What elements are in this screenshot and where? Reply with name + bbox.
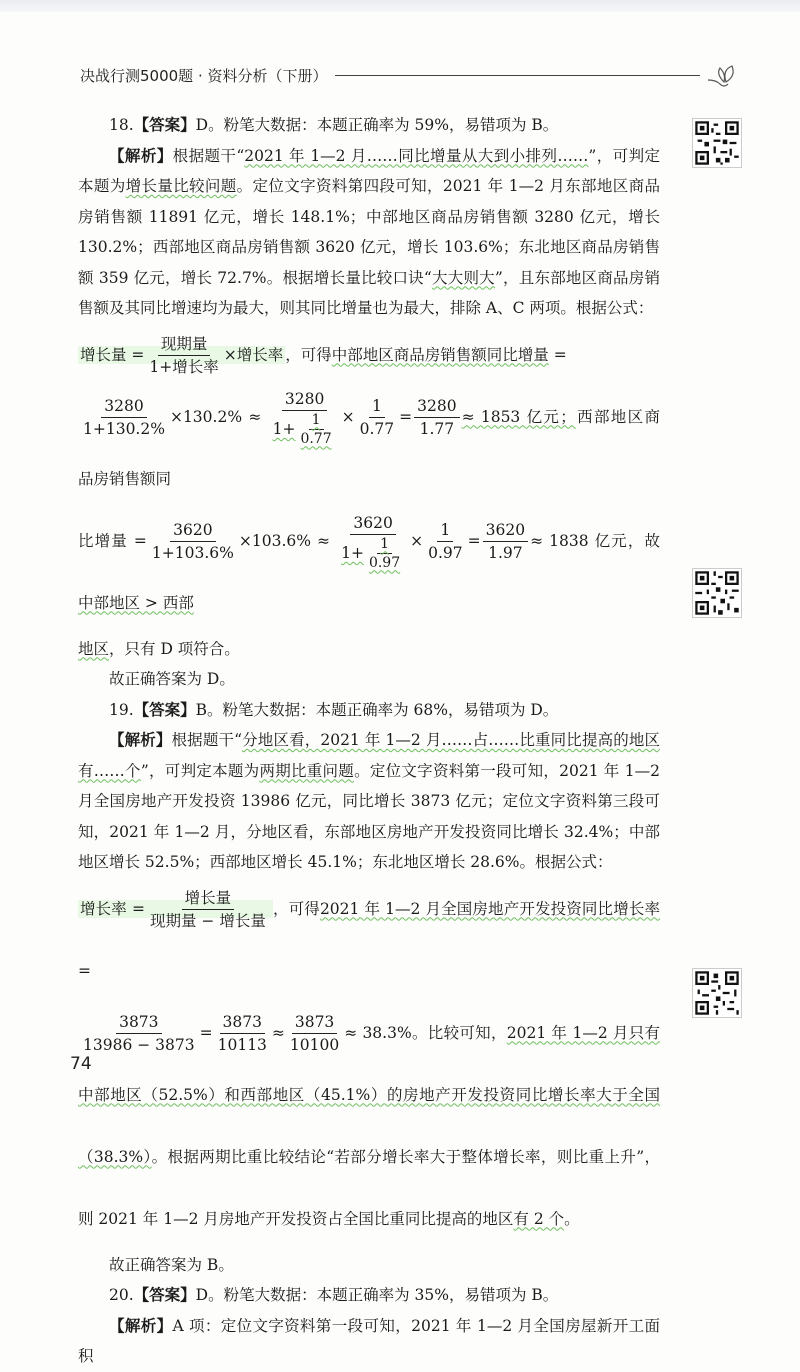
denominator: 1.77	[419, 420, 455, 438]
underlined-text: 中部地区 > 西部	[78, 593, 194, 612]
fraction	[483, 519, 528, 564]
numerator: 3620	[170, 519, 215, 542]
leaf-icon	[706, 62, 740, 88]
q18-analysis	[78, 141, 660, 324]
book-title: 决战行测5000题 · 资料分析（下册）	[80, 66, 328, 85]
text-run: ≈	[271, 1023, 285, 1042]
text-run: ×130.2% ≈	[169, 407, 262, 426]
fraction	[287, 1011, 342, 1056]
q19-answer-line	[78, 695, 660, 726]
denominator	[270, 411, 340, 448]
qr-pattern	[693, 969, 741, 1017]
q18-calc-line-2	[78, 510, 660, 634]
text-run: ≈ 38.3%。比较可知，	[344, 1023, 507, 1042]
fraction	[425, 519, 466, 564]
denominator: 13986 − 3873	[83, 1036, 195, 1054]
underlined-text: ≈ 1853 亿元；	[461, 407, 576, 426]
highlighted-formula	[78, 889, 273, 930]
fraction	[80, 395, 168, 440]
fraction	[270, 388, 340, 448]
numerator: 1	[437, 519, 453, 542]
numerator: 1	[369, 395, 385, 418]
qr-code-icon[interactable]	[692, 118, 742, 168]
denominator: 0.77	[300, 430, 332, 447]
question-number: 18.	[109, 116, 134, 134]
denominator: 0.77	[359, 420, 395, 438]
answer-tag: 【答案】	[133, 115, 196, 134]
denominator: 10113	[217, 1036, 267, 1054]
qr-pattern	[693, 119, 741, 167]
text-run: ×	[341, 407, 355, 426]
denominator: 0.97	[428, 544, 463, 562]
fraction	[357, 395, 398, 440]
answer-tag: 【答案】	[133, 1285, 196, 1304]
underlined-text: 大大则大	[431, 268, 495, 287]
q18-formula-line	[78, 324, 660, 386]
q18-calc-line-3	[78, 634, 660, 665]
text-run: ”，可判定本题为	[140, 761, 260, 780]
page-number: 74	[70, 1054, 92, 1074]
fraction	[149, 519, 237, 564]
answer-text: D。粉笔大数据：本题正确率为 59%，易错项为 B。	[195, 116, 559, 134]
answer-text: D。粉笔大数据：本题正确率为 35%，易错项为 B。	[195, 1286, 559, 1304]
q20-answer-line	[78, 1280, 660, 1311]
q18-conclusion: 故正确答案为 D。	[109, 670, 235, 688]
formula-lhs: 增长率 =	[80, 899, 145, 918]
qr-pattern	[693, 569, 741, 617]
numerator: 3280	[414, 395, 459, 418]
text-run: =	[78, 961, 91, 980]
denominator: 1+130.2%	[83, 420, 165, 438]
q20-analysis	[78, 1311, 660, 1372]
formula-lhs: 增长量 =	[80, 345, 145, 364]
text-run: ≈ 1838 亿元，故	[530, 531, 660, 550]
header-rule	[335, 75, 700, 76]
text-run: =	[467, 531, 481, 550]
analysis-tag: 【解析】	[109, 730, 172, 749]
denominator: 现期量 − 增长量	[150, 912, 266, 930]
denominator: 10100	[289, 1036, 340, 1054]
answer-tag: 【答案】	[133, 699, 196, 719]
analysis-tag: 【解析】	[109, 1315, 173, 1335]
numerator: 3873	[116, 1011, 161, 1034]
text-run: 。	[564, 1209, 580, 1228]
q19-formula-line	[78, 878, 660, 1002]
q18-answer-line	[78, 110, 660, 141]
top-edge	[0, 0, 800, 12]
text-run: 。根据两期比重比较结论“若部分增长率大于整体增长率，则比重上升”，则 2021 年 1—2 月房地产开发投资占全国比重同比提高的地区	[78, 1147, 660, 1228]
numerator: 1	[309, 411, 324, 430]
qr-code-icon[interactable]	[692, 568, 742, 618]
text-run: ×103.6% ≈	[238, 531, 331, 550]
fraction	[414, 395, 459, 440]
text-run: 比增量 =	[78, 531, 147, 550]
q19-analysis	[78, 725, 660, 878]
fraction	[297, 411, 334, 448]
text-run: ，可得	[285, 345, 332, 364]
answer-text: B。粉笔大数据：本题正确率为 68%，易错项为 D。	[195, 700, 559, 719]
text-run: 根据题干“	[172, 146, 245, 165]
text-run: 根据题干“	[171, 731, 243, 749]
text-run: 。定位文字资料第一段可知，2021 年 1—2 月全国房地产开发投资 13986 亿元，同比增长 3873 亿元；定位文字资料第三段可知，2021 年 1—2 月，分地区看，东部地区房地产开发投资同比增长 32.4%；中部地区增长 52.5%；西部地区增长 45.1%；东北地区增长 28.6%。根据公式：	[78, 761, 660, 871]
analysis-tag: 【解析】	[109, 145, 173, 165]
numerator: 3280	[101, 395, 146, 418]
q18-calc-line-1	[78, 386, 660, 510]
fraction	[215, 1011, 270, 1056]
underlined-text: 地区	[78, 639, 110, 658]
numerator: 3873	[292, 1011, 337, 1034]
denominator: 0.97	[368, 554, 401, 571]
text-run: =	[399, 407, 413, 426]
text-run: =	[199, 1023, 213, 1042]
text-run: 西部地区商品房销售额同	[78, 407, 660, 488]
text-run: 1+	[341, 544, 364, 562]
q19-calc-line-1	[78, 1002, 660, 1250]
text-run: ”，可判定本题为	[78, 146, 660, 195]
underlined-text: 中部地区商品房销售额同比增量	[331, 345, 549, 364]
question-number: 19.	[109, 700, 134, 719]
text-run: ×	[410, 531, 424, 550]
underlined-text: 两期比重问题	[259, 761, 355, 780]
numerator: 1	[377, 535, 392, 554]
text-run: 。定位文字资料第四段可知，2021 年 1—2 月东部地区商品房销售额 11891 亿元，增长 148.1%；中部地区商品房销售额 3280 亿元，增长 130.2%；西部地区商品房销售额 3620 亿元，增长 103.6%；东北地区商品房销售额 359 亿元，增长 72.7%。根据增长量比较口诀“	[78, 177, 660, 287]
question-number: 20.	[109, 1286, 134, 1304]
highlighted-formula	[78, 335, 285, 376]
numerator: 现期量	[158, 333, 211, 356]
formula-rhs: ×增长率	[223, 345, 284, 364]
underlined-text: 2021 年 1—2 月全国房地产开发投资同比增长率	[319, 899, 660, 918]
underlined-text: 增长量比较问题	[125, 177, 237, 195]
text-run: ，只有 D 项符合。	[109, 639, 240, 658]
text-run: ”，且东部地区商品房销售额及其同比增速均为最大，则其同比增量也为最大，排除 A、C 两项。根据公式：	[78, 268, 660, 317]
denominator: 1+增长率	[149, 358, 219, 376]
numerator: 3620	[483, 519, 528, 542]
qr-code-icon[interactable]	[692, 968, 742, 1018]
underlined-text: 分地区看，2021 年 1—2 月……占……比重同比提高的地区有……个	[78, 731, 660, 780]
fraction	[147, 887, 269, 932]
numerator: 3280	[282, 388, 327, 411]
numerator: 3873	[220, 1011, 265, 1034]
text-run: A 项：定位文字资料第一段可知，2021 年 1—2 月全国房屋新开工面积	[78, 1316, 660, 1365]
denominator	[338, 535, 408, 572]
fraction	[146, 333, 221, 378]
fraction	[338, 512, 408, 572]
underlined-text: 有 2 个	[513, 1209, 565, 1228]
page-header	[80, 62, 740, 88]
fraction	[80, 1011, 198, 1056]
numerator: 3620	[350, 512, 395, 535]
denominator: 1+103.6%	[151, 544, 234, 562]
denominator: 1.97	[488, 544, 523, 562]
underlined-text: 2021 年 1—2 月……同比增量从大到小排列……	[244, 146, 589, 165]
text-run: 1+	[272, 420, 296, 438]
text-run: =	[548, 345, 567, 364]
q19-conclusion: 故正确答案为 B。	[109, 1255, 234, 1274]
fraction	[366, 535, 403, 572]
page-content	[78, 110, 660, 1372]
underlined-text: 2021 年 1—2 月只有中部地区（52.5%）和西部地区（45.1%）的房地产开发投资同比增长率大于全国（38.3%）	[78, 1023, 660, 1166]
numerator: 增长量	[182, 887, 235, 910]
text-run: ，可得	[272, 899, 320, 918]
